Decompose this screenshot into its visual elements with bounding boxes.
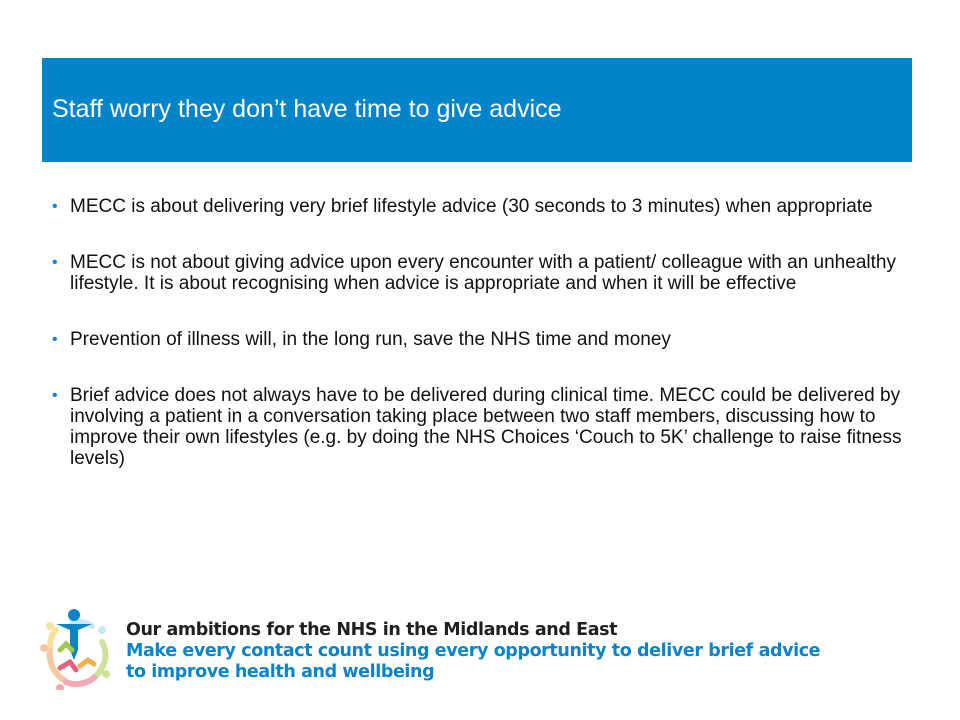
footer-heading: Our ambitions for the NHS in the Midlands and East [126,620,618,640]
list-item [52,385,912,469]
bullet-dot-icon: • [52,387,58,404]
bullet-dot-icon: • [52,331,58,348]
bullet-dot-icon: • [52,254,58,271]
footer-branding [30,604,910,694]
slide-title: Staff worry they don’t have time to give advice [52,95,562,124]
footer-text-block [126,620,820,683]
list-item [52,252,912,294]
bullet-text: MECC is not about giving advice upon every encounter with a patient/ colleague with an unhealthy lifestyle. It is about recognising when advice is appropriate and when it will be effective [70,252,896,294]
footer-tagline-line2: to improve health and wellbeing [126,662,435,682]
bullet-text: MECC is about delivering very brief lifestyle advice (30 seconds to 3 minutes) when appropriate [70,196,873,217]
title-banner [42,58,912,162]
footer-tagline-line1: Make every contact count using every opportunity to deliver brief advice [126,641,821,661]
bullet-text: Prevention of illness will, in the long run, save the NHS time and money [70,329,671,350]
bullet-list [52,196,912,469]
list-item [52,196,912,217]
bullet-text: Brief advice does not always have to be delivered during clinical time. MECC could be delivered by involving a patient in a conversation taking place between two staff members, discussing how to improve their own lifestyles (e.g. by doing the NHS Choices ‘Couch to 5K’ challenge to raise fitness levels) [70,385,902,469]
list-item [52,329,912,350]
bullet-dot-icon: • [52,198,58,215]
people-circle-logo-icon [30,604,116,690]
